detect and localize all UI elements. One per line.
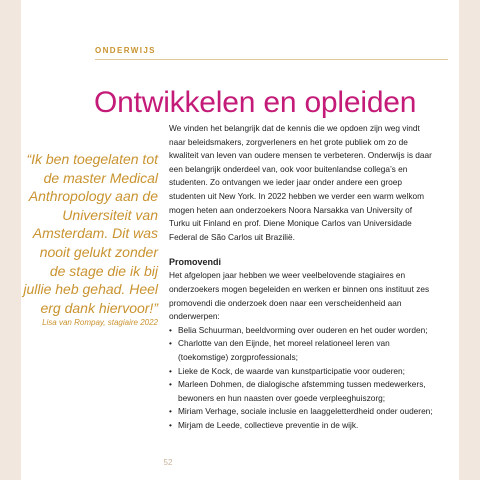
quote-source: Lisa van Rompay, stagiaire 2022 [42, 318, 158, 328]
intro-paragraph: We vinden het belangrijk dat de kennis die we opdoen zijn weg vindt naar beleidsmakers, zorgverleners en het grote publiek om zo de kwaliteit van leven van oudere mensen te verbeteren. Onderwijs is daar een belangrijk onderdeel van, ook voor buitenlandse collega’s en studenten. Zo ontvangen we ieder jaar onder andere een groep studenten uit New York. In 2022 hebben we verder een warm welkom mogen heten aan onderzoekers Noora Narsakka van University of Turku uit Finland en prof. Diene Monique Carlos van Universidade Federal de São Carlos uit Brazilië. [169, 123, 432, 242]
list-item: • Miriam Verhage, sociale inclusie en laaggeletterdheid onder ouderen; [169, 405, 435, 419]
quote-text: “Ik ben toegelaten tot de master Medical Anthropology aan de Universiteit van Amsterdam. Dit was nooit gelukt zonder de stage die ik bij jullie heb gehad. Heel erg dank hiervoor!” [23, 151, 158, 316]
pull-quote [21, 150, 158, 327]
list-item: • Lieke de Kock, de waarde van kunstparticipatie voor ouderen; [169, 365, 435, 379]
body-text [169, 122, 435, 432]
page-number: 52 [163, 458, 173, 467]
promovendi-paragraph: Het afgelopen jaar hebben we weer veelbelovende stagiaires en onderzoekers mogen begeleiden en werken er binnen ons instituut zes promovendi die onderzoek doen naar een verscheidenheid aan onderwerpen: [169, 270, 430, 322]
page [21, 0, 459, 480]
divider [95, 59, 448, 60]
section-label: ONDERWIJS [95, 46, 156, 55]
promovendi-list [169, 324, 435, 433]
list-item: • Charlotte van den Eijnde, het moreel relationeel leren van (toekomstige) zorgprofessionals; [169, 337, 435, 364]
promovendi-heading: Promovendi [169, 257, 222, 268]
list-item: • Belia Schuurman, beeldvorming over ouderen en het ouder worden; [169, 324, 435, 338]
list-item: • Marleen Dohmen, de dialogische afstemming tussen medewerkers, bewoners en hun naasten over goede verpleeghuiszorg; [169, 378, 435, 405]
page-title: Ontwikkelen en opleiden [94, 86, 417, 120]
list-item: • Mirjam de Leede, collectieve preventie in de wijk. [169, 419, 435, 433]
